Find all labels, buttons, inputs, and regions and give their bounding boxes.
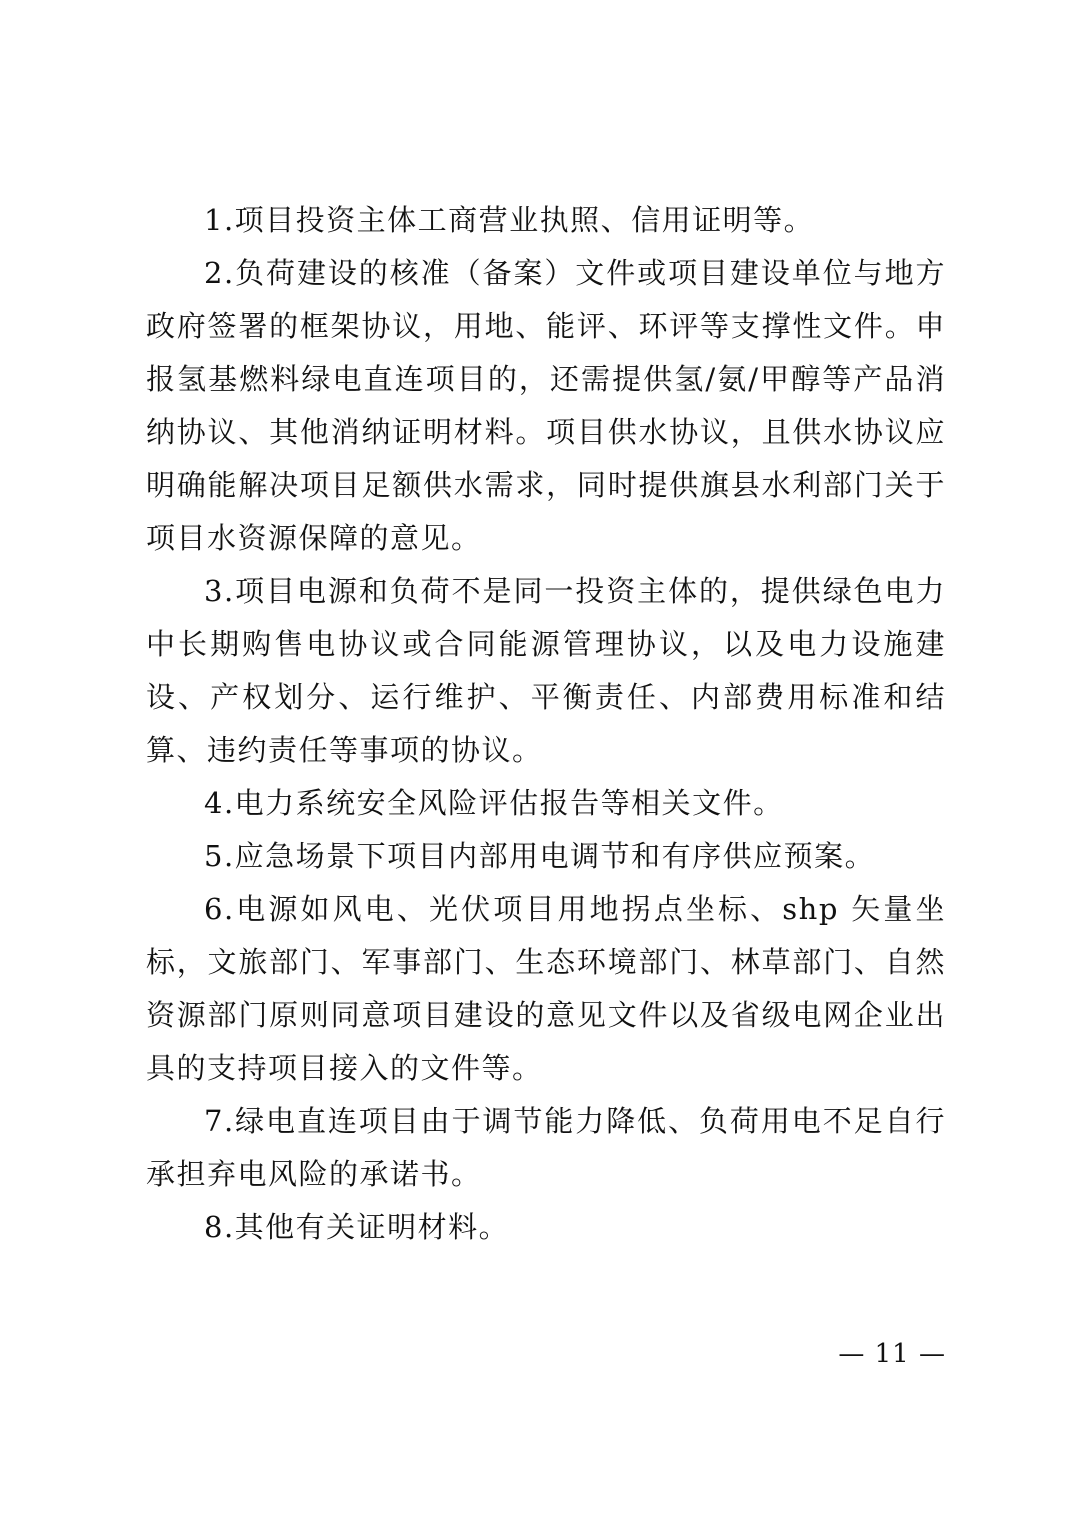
paragraph-item-4: 4.电力系统安全风险评估报告等相关文件。 (204, 786, 784, 820)
paragraph-item-8: 8.其他有关证明材料。 (204, 1210, 510, 1244)
paragraph-item-5: 5.应急场景下项目内部用电调节和有序供应预案。 (204, 839, 876, 873)
paragraph-item-7: 7.绿电直连项目由于调节能力降低、负荷用电不足自行承担弃电风险的承诺书。 (146, 1104, 946, 1191)
paragraph-item-3: 3.项目电源和负荷不是同一投资主体的，提供绿色电力中长期购售电协议或合同能源管理协议，以及电力设施建设、产权划分、运行维护、平衡责任、内部费用标准和结算、违约责任等事项的协议。 (146, 574, 946, 767)
paragraph-item-6: 6.电源如风电、光伏项目用地拐点坐标、shp 矢量坐标，文旅部门、军事部门、生态环境部门、林草部门、自然资源部门原则同意项目建设的意见文件以及省级电网企业出具的支持项目接入的文件等。 (146, 892, 946, 1085)
paragraph-item-1: 1.项目投资主体工商营业执照、信用证明等。 (204, 203, 815, 237)
page-number: — 11 — (838, 1339, 946, 1369)
document-body (146, 194, 946, 1254)
paragraph-item-2: 2.负荷建设的核准（备案）文件或项目建设单位与地方政府签署的框架协议，用地、能评、环评等支撑性文件。申报氢基燃料绿电直连项目的，还需提供氢/氨/甲醇等产品消纳协议、其他消纳证明材料。项目供水协议，且供水协议应明确能解决项目足额供水需求，同时提供旗县水利部门关于项目水资源保障的意见。 (146, 256, 946, 555)
